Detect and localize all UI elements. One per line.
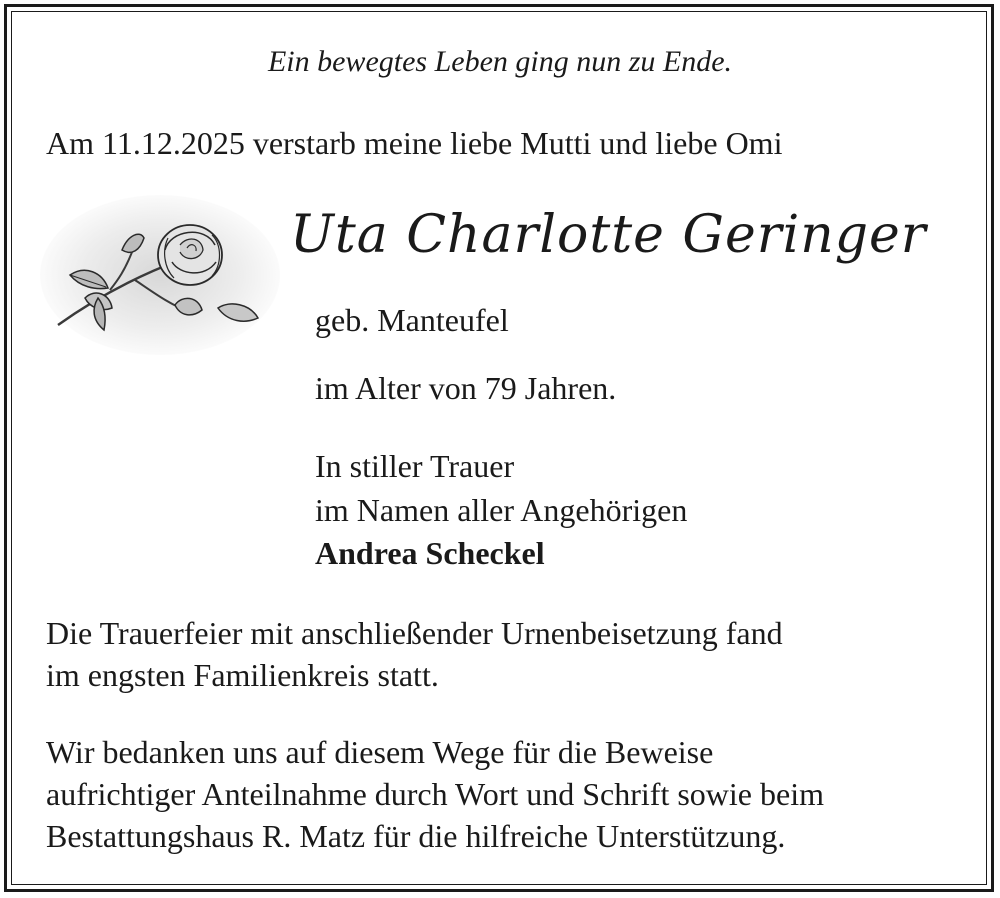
thanks-line-1: Wir bedanken uns auf diesem Wege für die Beweise bbox=[46, 734, 714, 770]
mourning-line-2: im Namen aller Angehörigen bbox=[315, 492, 688, 528]
deceased-name: Uta Charlotte Geringer bbox=[290, 205, 927, 265]
thanks-line-3: Bestattungshaus R. Matz für die hilfreiche Unterstützung. bbox=[46, 818, 786, 854]
funeral-notice bbox=[46, 612, 966, 696]
mourning-line-1: In stiller Trauer bbox=[315, 448, 515, 484]
thanks-paragraph bbox=[46, 731, 966, 857]
maiden-name: geb. Manteufel bbox=[315, 302, 509, 338]
thanks-line-2: aufrichtiger Anteilnahme durch Wort und Schrift sowie beim bbox=[46, 776, 824, 812]
death-announcement: Am 11.12.2025 verstarb meine liebe Mutti und liebe Omi bbox=[46, 125, 783, 161]
mourner-name: Andrea Scheckel bbox=[315, 535, 545, 571]
rose-icon bbox=[40, 190, 280, 360]
funeral-notice-line-2: im engsten Familienkreis statt. bbox=[46, 657, 439, 693]
funeral-notice-line-1: Die Trauerfeier mit anschließender Urnenbeisetzung fand bbox=[46, 615, 783, 651]
motto-line: Ein bewegtes Leben ging nun zu Ende. bbox=[267, 45, 733, 78]
age-line: im Alter von 79 Jahren. bbox=[315, 370, 617, 406]
